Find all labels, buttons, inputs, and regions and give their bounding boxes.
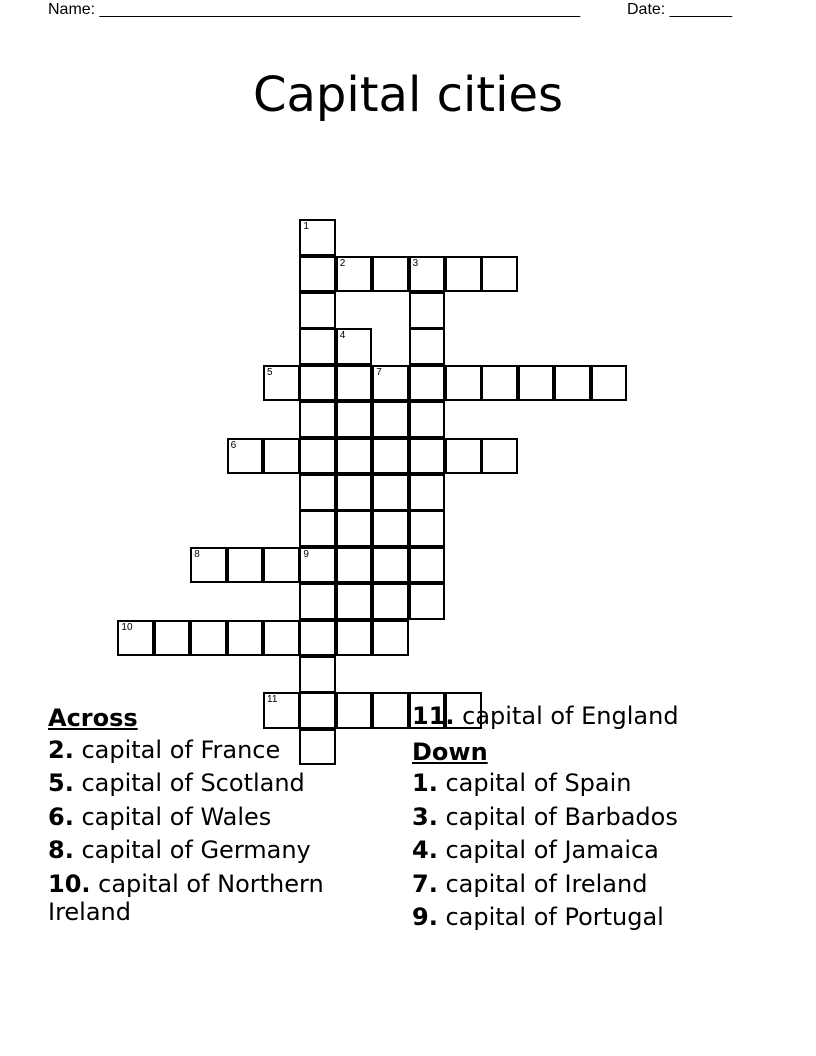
- clue-number: 2: [339, 257, 346, 269]
- crossword-cell[interactable]: [336, 438, 373, 475]
- crossword-cell[interactable]: [372, 365, 409, 402]
- crossword-cell[interactable]: [190, 620, 227, 657]
- crossword-cell[interactable]: [409, 510, 446, 547]
- clue-number: 4: [339, 330, 346, 342]
- clue-down-3: 3. capital of Barbados: [412, 802, 678, 831]
- crossword-cell[interactable]: [299, 438, 336, 475]
- crossword-cell[interactable]: [263, 620, 300, 657]
- crossword-cell[interactable]: [227, 620, 264, 657]
- crossword-cell[interactable]: [409, 438, 446, 475]
- crossword-cell[interactable]: [299, 583, 336, 620]
- clue-number: 3: [412, 257, 419, 269]
- clue-number: 5: [267, 366, 273, 378]
- clue-number: 6: [230, 439, 237, 451]
- crossword-cell[interactable]: [299, 219, 336, 256]
- clue-number: 11: [267, 694, 278, 706]
- down-heading: Down: [412, 737, 488, 766]
- crossword-cell[interactable]: [372, 620, 409, 657]
- crossword-cell[interactable]: [445, 438, 482, 475]
- crossword-cell[interactable]: [372, 510, 409, 547]
- crossword-cell[interactable]: [336, 365, 373, 402]
- crossword-cell[interactable]: [481, 438, 518, 475]
- clue-across-11: 11. capital of England: [412, 702, 679, 730]
- crossword-cell[interactable]: [372, 583, 409, 620]
- crossword-cell[interactable]: [409, 547, 446, 584]
- page-title: Capital cities: [253, 67, 563, 124]
- across-heading: Across: [48, 704, 138, 732]
- crossword-cell[interactable]: [445, 256, 482, 293]
- crossword-cell[interactable]: [299, 547, 336, 584]
- crossword-cell[interactable]: [299, 474, 336, 511]
- clue-number: 8: [194, 548, 200, 560]
- crossword-cell[interactable]: [372, 438, 409, 475]
- clue-across-5: 5. capital of Scotland: [48, 769, 305, 797]
- clues-left-column: [48, 702, 388, 931]
- crossword-cell[interactable]: [409, 292, 446, 329]
- crossword-cell[interactable]: [336, 547, 373, 584]
- crossword-cell[interactable]: [372, 256, 409, 293]
- crossword-cell[interactable]: [299, 620, 336, 657]
- crossword-cell[interactable]: [372, 401, 409, 438]
- crossword-cell[interactable]: [409, 474, 446, 511]
- crossword-cell[interactable]: [336, 510, 373, 547]
- crossword-cell[interactable]: [336, 328, 373, 365]
- crossword-cell[interactable]: [299, 401, 336, 438]
- clue-across-10: 10. capital of Northern Ireland: [48, 869, 324, 926]
- crossword-cell[interactable]: [409, 583, 446, 620]
- crossword-cell[interactable]: [336, 401, 373, 438]
- clue-number: 1: [303, 221, 309, 233]
- clue-down-7: 7. capital of Ireland: [412, 869, 648, 898]
- crossword-cell[interactable]: [409, 401, 446, 438]
- crossword-cell[interactable]: [481, 365, 518, 402]
- clue-down-9: 9. capital of Portugal: [412, 903, 664, 931]
- crossword-cell[interactable]: [409, 256, 446, 293]
- crossword-cell[interactable]: [299, 256, 336, 293]
- date-field: Date: _______: [627, 1, 732, 18]
- crossword-cell[interactable]: [409, 328, 446, 365]
- crossword-cell[interactable]: [299, 292, 336, 329]
- clue-number: 7: [376, 366, 382, 378]
- crossword-cell[interactable]: [336, 583, 373, 620]
- crossword-cell[interactable]: [227, 438, 264, 475]
- crossword-cell[interactable]: [336, 474, 373, 511]
- crossword-cell[interactable]: [154, 620, 191, 657]
- clue-across-2: 2. capital of France: [48, 735, 281, 764]
- name-field: Name: ______________________________________________________: [48, 1, 581, 18]
- crossword-cell[interactable]: [227, 547, 264, 584]
- crossword-cell[interactable]: [190, 547, 227, 584]
- clue-down-4: 4. capital of Jamaica: [412, 836, 659, 864]
- crossword-cell[interactable]: [554, 365, 591, 402]
- crossword-cell[interactable]: [372, 474, 409, 511]
- clue-down-1: 1. capital of Spain: [412, 769, 632, 797]
- crossword-cell[interactable]: [409, 365, 446, 402]
- clue-number: 10: [121, 621, 133, 633]
- crossword-cell[interactable]: [263, 365, 300, 402]
- crossword-cell[interactable]: [299, 510, 336, 547]
- crossword-cell[interactable]: [263, 547, 300, 584]
- crossword-cell[interactable]: [591, 365, 628, 402]
- crossword-cell[interactable]: [336, 256, 373, 293]
- clue-across-6: 6. capital of Wales: [48, 802, 272, 831]
- crossword-cell[interactable]: [518, 365, 555, 402]
- crossword-cell[interactable]: [299, 328, 336, 365]
- crossword-cell[interactable]: [299, 656, 336, 693]
- crossword-cell[interactable]: [336, 620, 373, 657]
- crossword-cell[interactable]: [445, 365, 482, 402]
- clue-number: 9: [303, 548, 309, 560]
- crossword-cell[interactable]: [117, 620, 154, 657]
- crossword-cell[interactable]: [372, 547, 409, 584]
- crossword-cell[interactable]: [299, 365, 336, 402]
- clue-across-8: 8. capital of Germany: [48, 836, 311, 864]
- clues-right-column: [412, 702, 792, 937]
- crossword-cell[interactable]: [263, 438, 300, 475]
- crossword-cell[interactable]: [481, 256, 518, 293]
